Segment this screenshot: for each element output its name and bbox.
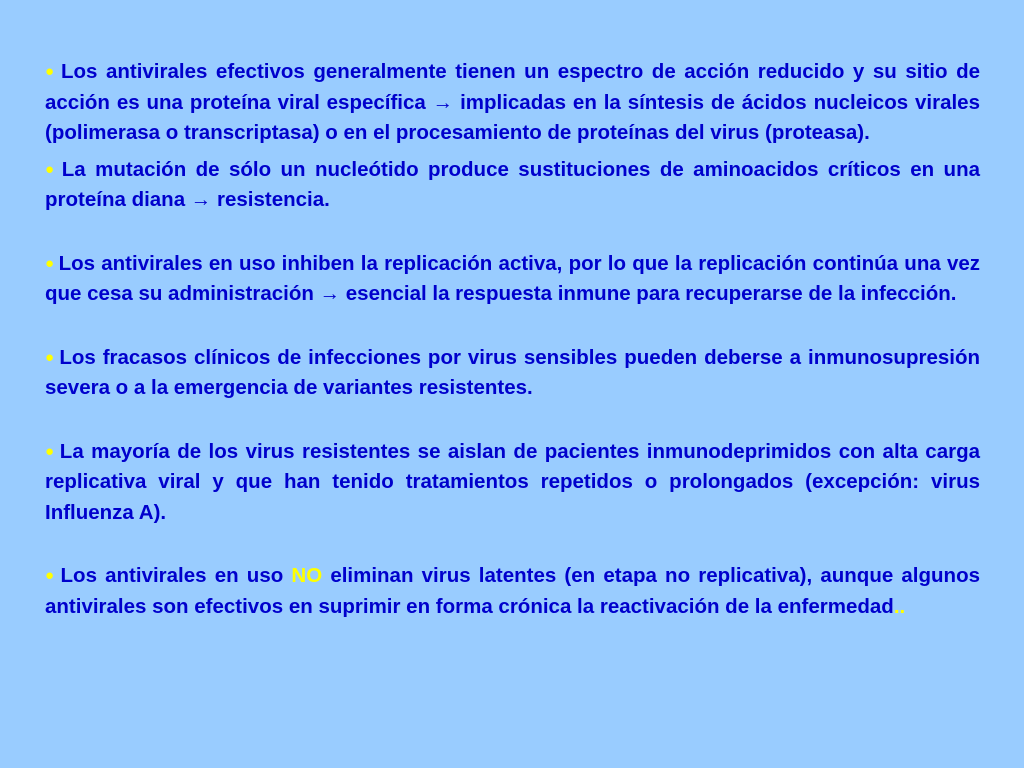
bullet-icon: ●: [45, 63, 57, 80]
spacer: [45, 310, 980, 343]
bullet-icon: ●: [45, 442, 56, 460]
bullet-icon: ●: [45, 567, 57, 584]
paragraph-text-after: eliminan virus latentes (en etapa no replicativa), aunque algunos antivirales son efectivos en suprimir en forma crónica la reactivación de la enfermedad: [45, 564, 980, 618]
bullet-icon: ●: [45, 254, 55, 272]
paragraph-resistant-viruses: [45, 437, 980, 529]
bullet-icon: ●: [45, 348, 56, 366]
bullet-icon: ●: [45, 160, 58, 178]
paragraph-latent-viruses: [45, 561, 980, 622]
paragraph-text-before: Los antivirales en uso: [60, 564, 292, 587]
spacer: [45, 528, 980, 561]
highlight-no: NO: [291, 564, 323, 587]
paragraph-antiviral-spectrum: [45, 57, 980, 149]
paragraph-mutation-resistance: [45, 155, 980, 216]
paragraph-text: Los antivirales efectivos generalmente tienen un espectro de acción reducido y su sitio de acción es una proteína viral específica → implicadas en la síntesis de ácidos nucleicos virales (polimerasa o transcriptasa) o en el procesamiento de proteínas del virus (proteasa).: [45, 60, 980, 144]
paragraph-active-replication: [45, 249, 980, 310]
paragraph-text: La mutación de sólo un nucleótido produce sustituciones de aminoacidos críticos en una proteína diana → resistencia.: [45, 157, 980, 211]
paragraph-text: Los fracasos clínicos de infecciones por virus sensibles pueden deberse a inmunosupresión severa o a la emergencia de variantes resistentes.: [45, 345, 980, 399]
paragraph-text: La mayoría de los virus resistentes se aislan de pacientes inmunodeprimidos con alta carga replicativa viral y que han tenido tratamientos repetidos o prolongados (excepción: virus Influenza A).: [45, 439, 981, 524]
spacer: [45, 216, 980, 249]
paragraph-clinical-failures: [45, 343, 980, 404]
paragraph-text: Los antivirales en uso inhiben la replicación activa, por lo que la replicación continúa una vez que cesa su administración → esencial la respuesta inmune para recuperarse de la infección.: [45, 251, 981, 305]
trailing-dots: ..: [893, 594, 906, 618]
spacer: [45, 404, 980, 437]
